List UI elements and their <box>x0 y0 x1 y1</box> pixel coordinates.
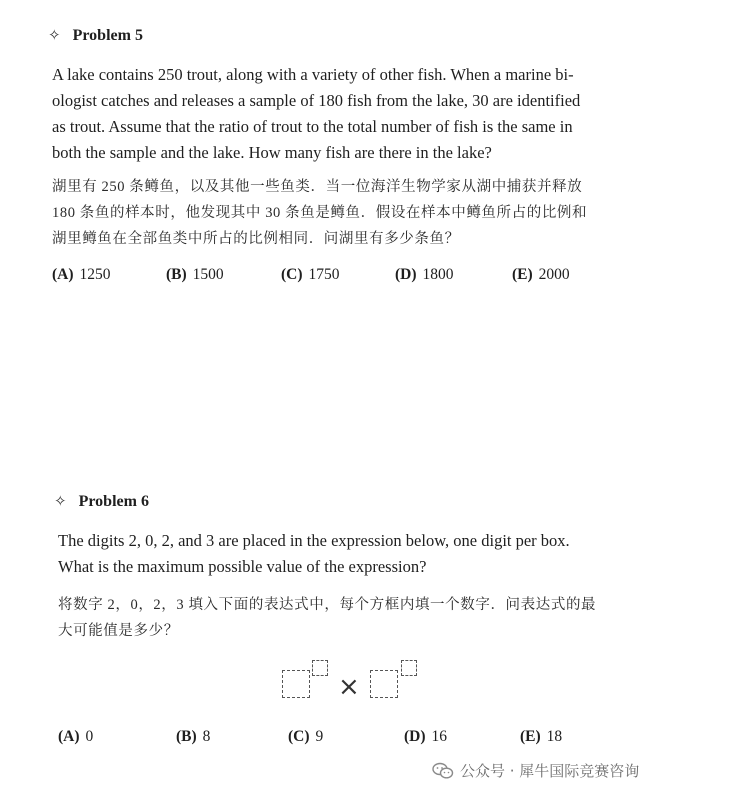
problem-6-choice-b[interactable]: (B) 8 <box>176 728 211 745</box>
problem-5-choice-e[interactable]: (E) 2000 <box>512 266 570 283</box>
four-point-star-icon: ✧ <box>54 494 67 510</box>
problem-6-choice-a[interactable]: (A) 0 <box>58 728 94 745</box>
base-box-1 <box>282 670 310 698</box>
problem-6-choice-e[interactable]: (E) 18 <box>520 728 563 745</box>
problem-6-heading <box>54 492 149 511</box>
base-box-2 <box>370 670 398 698</box>
problem-5-english-text <box>52 62 580 166</box>
problem-5-choice-a[interactable]: (A) 1250 <box>52 266 111 283</box>
text-line: 将数字 2，0，2，3 填入下面的表达式中，每个方框内填一个数字．问表达式的最 <box>58 597 597 613</box>
problem-6-english-text <box>58 528 570 580</box>
wechat-icon <box>432 762 454 780</box>
problem-6-choice-d[interactable]: (D) 16 <box>404 728 448 745</box>
four-point-star-icon: ✧ <box>48 28 61 44</box>
text-line: 湖里鳟鱼在全部鱼类中所占的比例相同．问湖里有多少条鱼？ <box>52 231 460 247</box>
watermark <box>432 760 639 781</box>
problem-5-chinese-text <box>52 174 587 252</box>
watermark-text: 公众号 · 犀牛国际竞赛咨询 <box>460 762 640 780</box>
times-sign: × <box>338 672 360 702</box>
text-line: 湖里有 250 条鳟鱼，以及其他一些鱼类．当一位海洋生物学家从湖中捕获并释放 <box>52 179 583 195</box>
text-line: both the sample and the lake. How many fish are there in the lake? <box>52 143 492 162</box>
text-line: ologist catches and releases a sample of 180 fish from the lake, 30 are identified <box>52 91 581 110</box>
problem-5-choice-b[interactable]: (B) 1500 <box>166 266 224 283</box>
problem-6-title: Problem 6 <box>78 492 149 510</box>
text-line: 大可能值是多少？ <box>58 623 179 639</box>
exponent-box-1 <box>312 660 328 676</box>
problem-6-choice-c[interactable]: (C) 9 <box>288 728 324 745</box>
problem-5-choice-c[interactable]: (C) 1750 <box>281 266 340 283</box>
text-line: What is the maximum possible value of the expression? <box>58 557 427 576</box>
problem-5-heading <box>48 26 143 45</box>
text-line: 180 条鱼的样本时，他发现其中 30 条鱼是鳟鱼．假设在样本中鳟鱼所占的比例和 <box>52 205 588 221</box>
text-line: A lake contains 250 trout, along with a variety of other fish. When a marine bi- <box>52 65 574 84</box>
text-line: The digits 2, 0, 2, and 3 are placed in the expression below, one digit per box. <box>58 531 570 550</box>
problem-6-chinese-text <box>58 592 596 644</box>
problem-5-choice-d[interactable]: (D) 1800 <box>395 266 454 283</box>
problem-5-title: Problem 5 <box>72 26 143 44</box>
text-line: as trout. Assume that the ratio of trout to the total number of fish is the same in <box>52 117 573 136</box>
exponent-box-2 <box>401 660 417 676</box>
